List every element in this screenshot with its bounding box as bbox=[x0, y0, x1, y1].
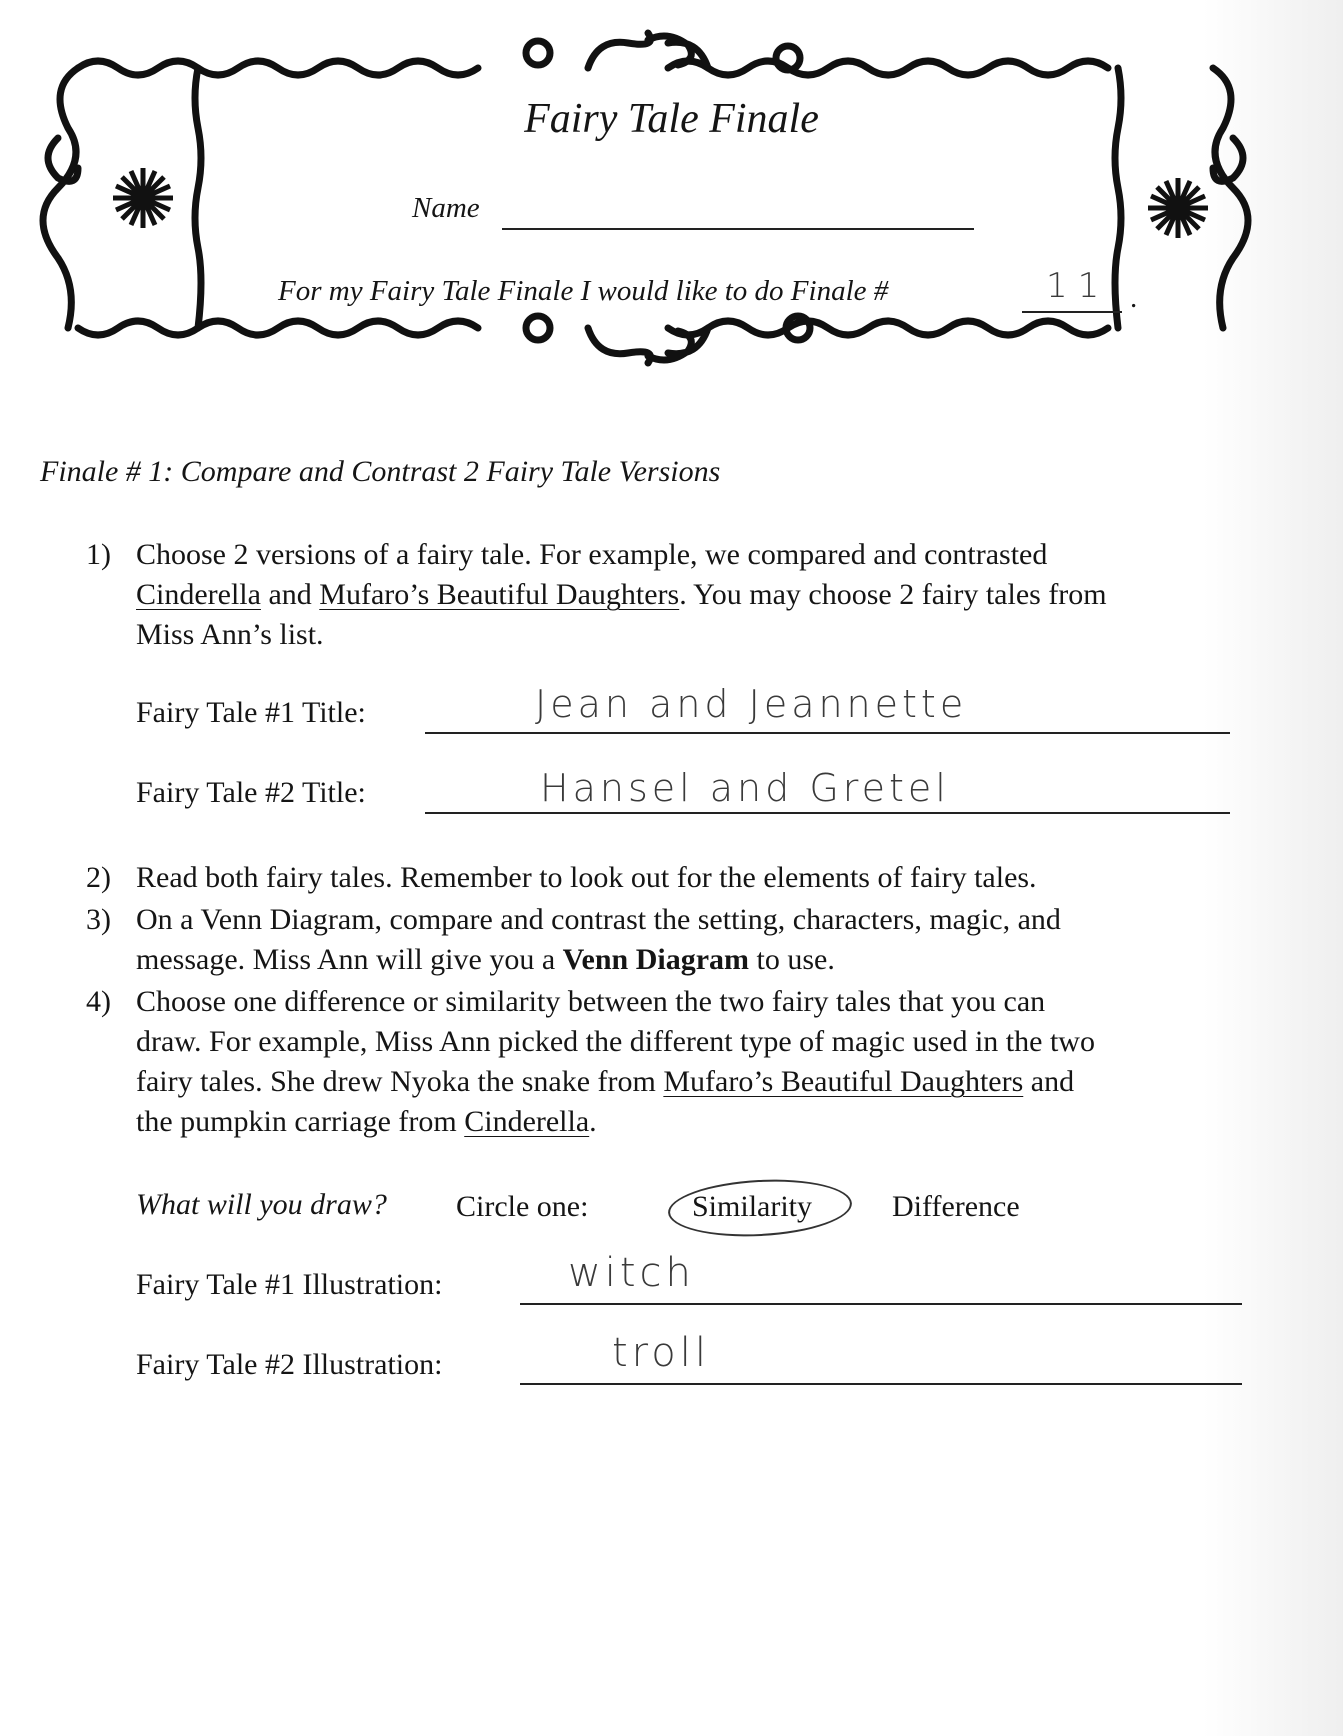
circle-one-label: Circle one: bbox=[456, 1190, 589, 1223]
step-text-line: draw. For example, Miss Ann picked the different type of magic used in the two bbox=[136, 1025, 1095, 1058]
step-text-fragment: and bbox=[1023, 1065, 1075, 1098]
step-text-line: Choose one difference or similarity between the two fairy tales that you can bbox=[136, 985, 1046, 1018]
step-text-line: On a Venn Diagram, compare and contrast the setting, characters, magic, and bbox=[136, 903, 1061, 936]
illustration1-label: Fairy Tale #1 Illustration: bbox=[136, 1268, 443, 1301]
title2-field[interactable] bbox=[425, 812, 1230, 814]
section-title: Finale # 1: Compare and Contrast 2 Fairy Tale Versions bbox=[40, 455, 721, 488]
finale-prompt: For my Fairy Tale Finale I would like to do Finale # bbox=[278, 275, 889, 307]
step-number: 3) bbox=[86, 903, 111, 936]
step-text-fragment: fairy tales. She drew Nyoka the snake from bbox=[136, 1065, 664, 1098]
finale-prompt-period: . bbox=[1130, 282, 1138, 314]
book-title-mufaro: Mufaro’s Beautiful Daughters bbox=[319, 578, 680, 611]
illustration2-field[interactable] bbox=[520, 1383, 1242, 1385]
finale-number-field[interactable] bbox=[1022, 311, 1122, 313]
step-text-line bbox=[136, 1062, 1074, 1102]
title1-label: Fairy Tale #1 Title: bbox=[136, 696, 366, 729]
book-title-cinderella: Cinderella bbox=[464, 1105, 590, 1138]
illustration1-value: witch bbox=[568, 1250, 695, 1296]
illustration2-label: Fairy Tale #2 Illustration: bbox=[136, 1348, 443, 1381]
page-title: Fairy Tale Finale bbox=[524, 96, 819, 142]
step-text-fragment: to use. bbox=[749, 943, 835, 976]
step-text-line bbox=[136, 940, 835, 980]
book-title-cinderella: Cinderella bbox=[136, 578, 261, 611]
step-text-fragment: . bbox=[589, 1105, 597, 1138]
title1-field[interactable] bbox=[425, 732, 1230, 734]
name-field[interactable] bbox=[502, 228, 974, 230]
option-difference[interactable]: Difference bbox=[892, 1190, 1020, 1223]
name-label: Name bbox=[412, 192, 480, 224]
title2-value: Hansel and Gretel bbox=[540, 766, 950, 810]
step-text-fragment: message. Miss Ann will give you a bbox=[136, 943, 563, 976]
step-text-line: Miss Ann’s list. bbox=[136, 618, 324, 651]
illustration2-value: troll bbox=[612, 1330, 710, 1376]
step-text-fragment: and bbox=[260, 578, 320, 611]
option-similarity[interactable]: Similarity bbox=[692, 1190, 812, 1223]
illustration1-field[interactable] bbox=[520, 1303, 1242, 1305]
venn-diagram-term: Venn Diagram bbox=[562, 943, 750, 976]
draw-question: What will you draw? bbox=[136, 1188, 387, 1221]
title1-value: Jean and Jeannette bbox=[535, 682, 968, 726]
step-number: 2) bbox=[86, 861, 111, 894]
finale-number-value: 11 bbox=[1046, 266, 1110, 306]
step-number: 4) bbox=[86, 985, 111, 1018]
decorative-scroll-border bbox=[28, 28, 1268, 408]
step-text-line bbox=[136, 575, 1107, 615]
step-text-line: Choose 2 versions of a fairy tale. For example, we compared and contrasted bbox=[136, 538, 1048, 571]
step-text-fragment: . You may choose 2 fairy tales from bbox=[679, 578, 1107, 611]
step-number: 1) bbox=[86, 538, 111, 571]
step-text-line bbox=[136, 1102, 597, 1142]
book-title-mufaro: Mufaro’s Beautiful Daughters bbox=[663, 1065, 1024, 1098]
step-text-fragment: the pumpkin carriage from bbox=[136, 1105, 465, 1138]
title2-label: Fairy Tale #2 Title: bbox=[136, 776, 366, 809]
step-text-line: Read both fairy tales. Remember to look out for the elements of fairy tales. bbox=[136, 861, 1037, 894]
